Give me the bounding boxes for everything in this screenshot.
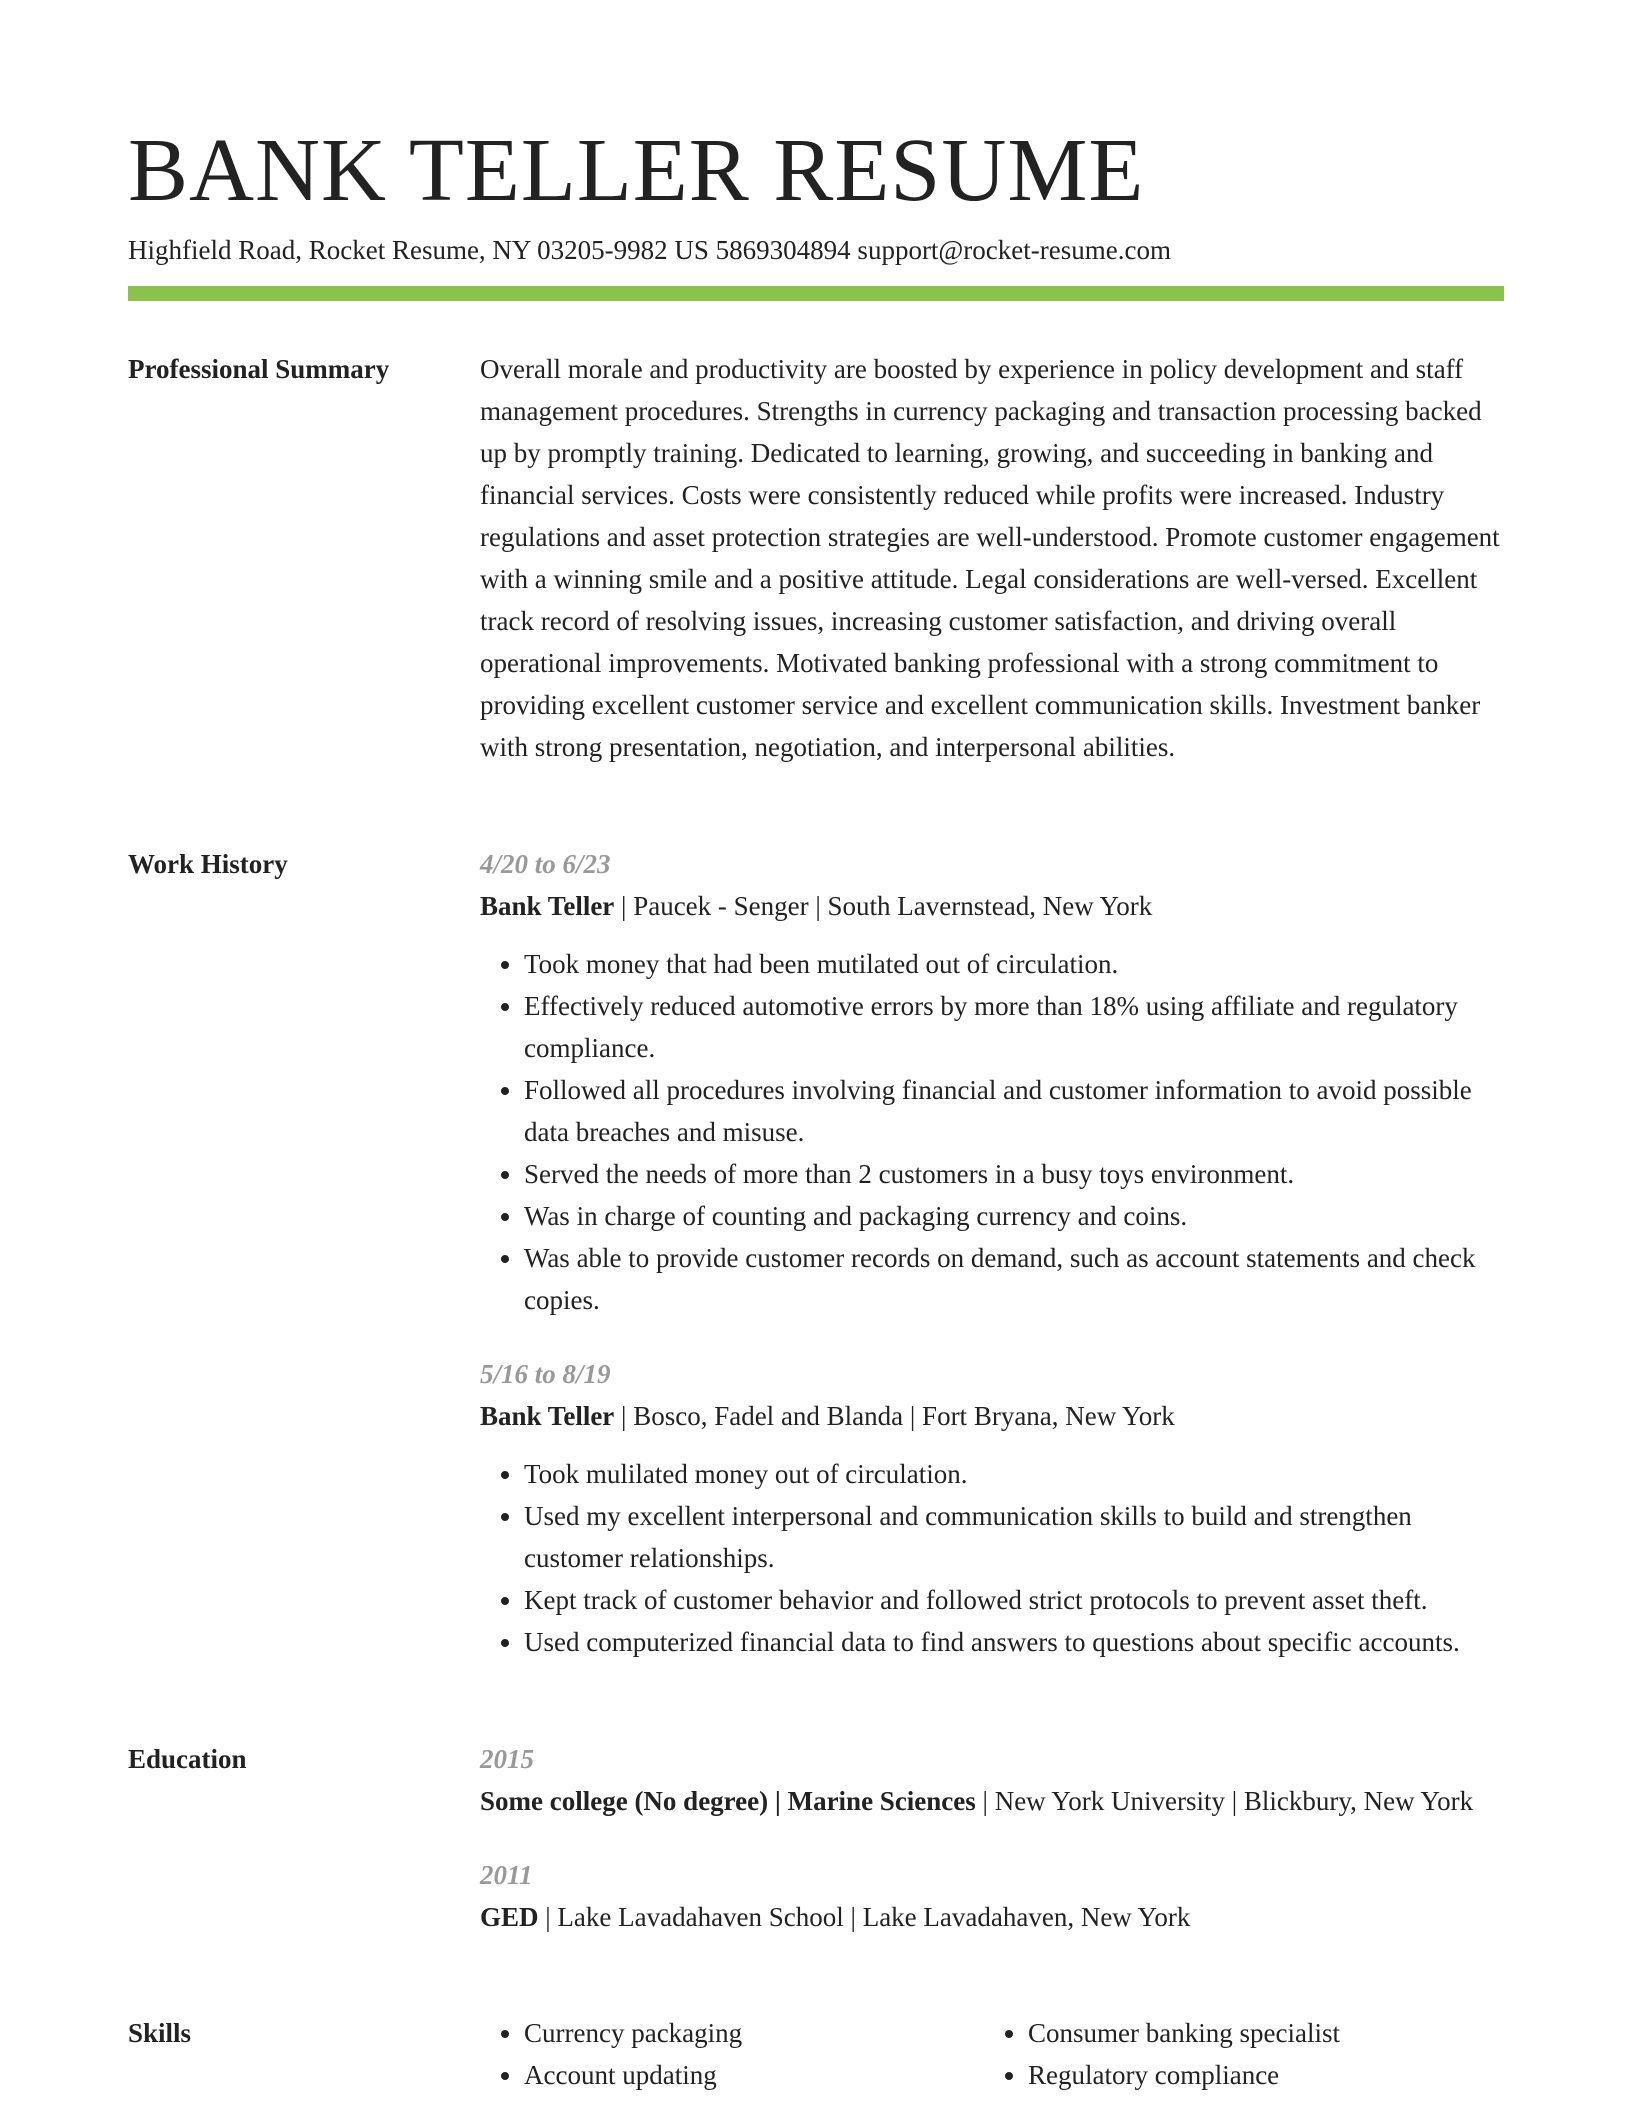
resume-title: BANK TELLER RESUME <box>128 121 1145 220</box>
skills-list-left <box>480 2012 984 2096</box>
job-bullet: • Used my excellent interpersonal and communication skills to build and strengthen customer relationships. <box>524 1495 1504 1579</box>
job-bullet: • Served the needs of more than 2 customers in a busy toys environment. <box>524 1153 1504 1195</box>
education-entry <box>480 1738 1504 1822</box>
summary-text: Overall morale and productivity are boosted by experience in policy development and staff management procedures. Strengths in currency packaging and transaction processing backed up by promptly training. Dedicated to learning, growing, and succeeding in banking and financial services. Costs were consistently reduced while profits were increased. Industry regulations and asset protection strategies are well-understood. Promote customer engagement with a winning smile and a positive attitude. Legal considerations are well-versed. Excellent track record of resolving issues, increasing customer satisfaction, and driving overall operational improvements. Motivated banking professional with a strong commitment to providing excellent customer service and excellent communication skills. Investment banker with strong presentation, negotiation, and interpersonal abilities. <box>480 354 1500 762</box>
education-degree: Some college (No degree) | Marine Sciences <box>480 1786 976 1816</box>
education-heading <box>480 1780 1504 1822</box>
job-dates: 4/20 to 6/23 <box>480 849 611 879</box>
job-heading <box>480 1395 1504 1437</box>
job-details: | Paucek - Senger | South Lavernstead, New York <box>614 891 1153 921</box>
job-bullet: • Was in charge of counting and packaging currency and coins. <box>524 1195 1504 1237</box>
job-title: Bank Teller <box>480 891 615 921</box>
education-year: 2015 <box>480 1744 534 1774</box>
job-bullet: • Took mulilated money out of circulation. <box>524 1453 1504 1495</box>
entry-spacer <box>480 1822 1504 1854</box>
education-details: | Lake Lavadahaven School | Lake Lavadahaven, New York <box>538 1902 1191 1932</box>
summary-body <box>480 348 1504 768</box>
skill-item: • Currency packaging <box>524 2012 984 2054</box>
education-heading <box>480 1896 1504 1938</box>
job-bullet: • Was able to provide customer records on demand, such as account statements and check copies. <box>524 1237 1504 1321</box>
job-dates: 5/16 to 8/19 <box>480 1359 611 1389</box>
job-entry <box>480 1353 1504 1663</box>
education-label: Education <box>128 1744 247 1774</box>
job-bullet: • Used computerized financial data to find answers to questions about specific accounts. <box>524 1621 1504 1663</box>
work-history-body <box>480 843 1504 1663</box>
skills-label: Skills <box>128 2018 192 2048</box>
job-heading <box>480 885 1504 927</box>
education-year: 2011 <box>480 1860 533 1890</box>
job-details: | Bosco, Fadel and Blanda | Fort Bryana, New York <box>614 1401 1175 1431</box>
work-history-label: Work History <box>128 849 288 879</box>
entry-spacer <box>480 1321 1504 1353</box>
skill-item: • Consumer banking specialist <box>1028 2012 1488 2054</box>
job-bullet: • Kept track of customer behavior and followed strict protocols to prevent asset theft. <box>524 1579 1504 1621</box>
job-bullets <box>480 1453 1504 1663</box>
education-body <box>480 1738 1504 1938</box>
skills-columns <box>480 2012 1504 2096</box>
skill-item: • Regulatory compliance <box>1028 2054 1488 2096</box>
education-details: | New York University | Blickbury, New York <box>975 1786 1474 1816</box>
skills-body <box>480 2012 1504 2096</box>
education-entry <box>480 1854 1504 1938</box>
contact-line: Highfield Road, Rocket Resume, NY 03205-9982 US 5869304894 support@rocket-resume.com <box>128 235 1171 265</box>
job-bullet: • Effectively reduced automotive errors by more than 18% using affiliate and regulatory compliance. <box>524 985 1504 1069</box>
skill-item: • Account updating <box>524 2054 984 2096</box>
education-degree: GED <box>480 1902 539 1932</box>
job-bullets <box>480 943 1504 1321</box>
job-bullet: • Followed all procedures involving financial and customer information to avoid possible data breaches and misuse. <box>524 1069 1504 1153</box>
skills-list-right <box>984 2012 1488 2096</box>
header-divider <box>128 286 1504 301</box>
job-bullet: • Took money that had been mutilated out of circulation. <box>524 943 1504 985</box>
job-entry <box>480 843 1504 1321</box>
summary-label: Professional Summary <box>128 354 390 384</box>
job-title: Bank Teller <box>480 1401 615 1431</box>
